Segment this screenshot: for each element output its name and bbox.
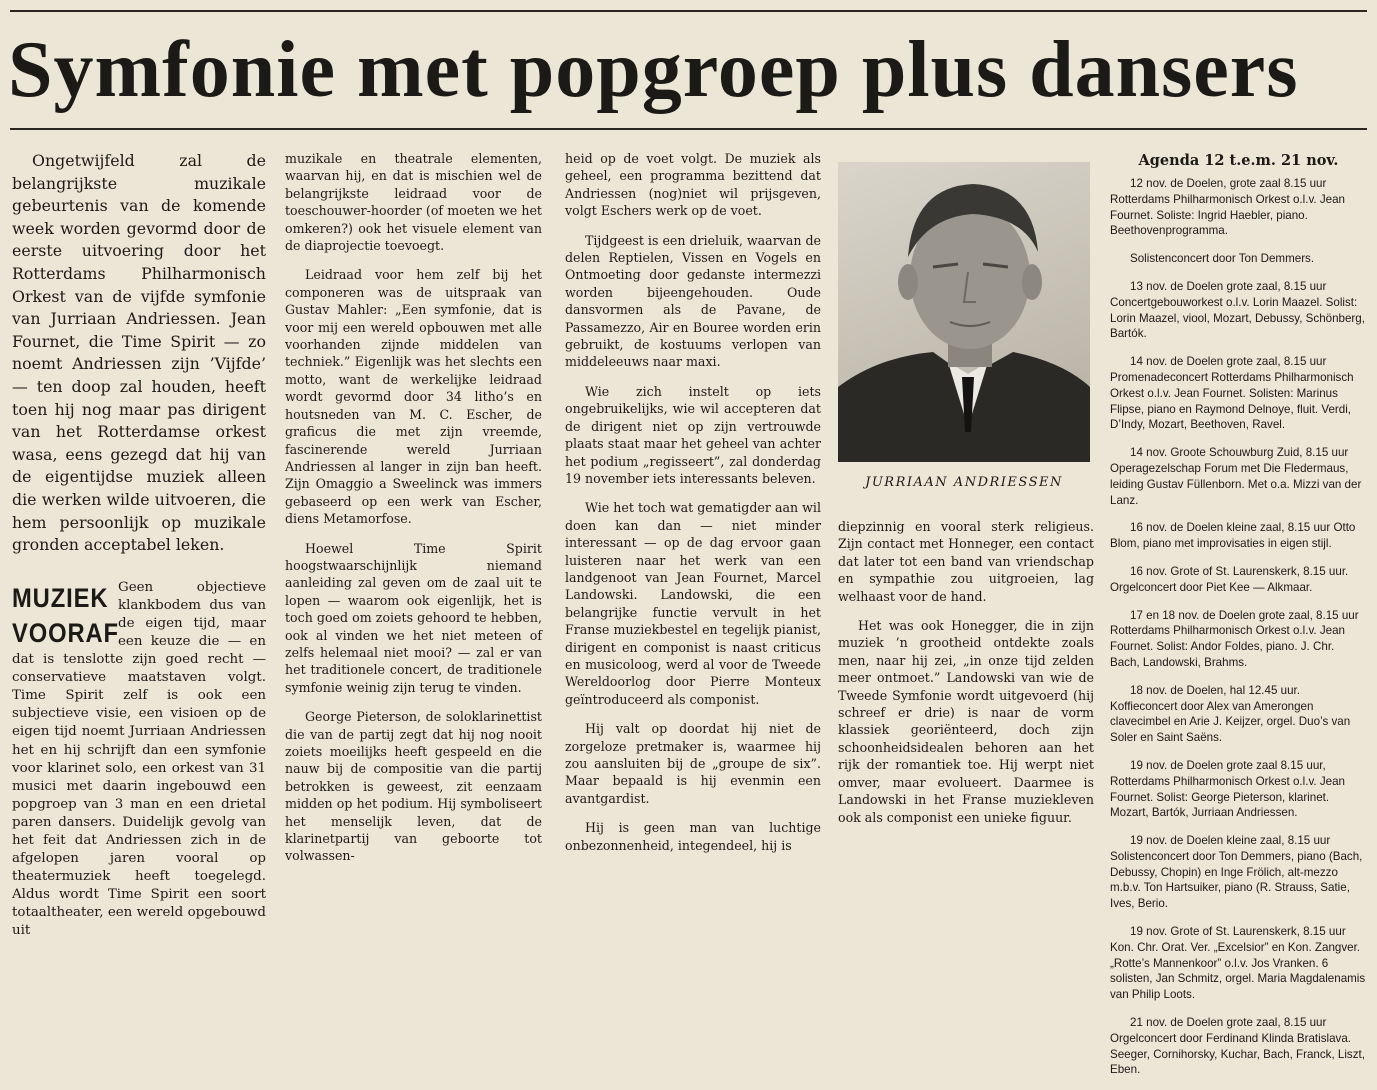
article-paragraph: Wie het toch wat gematigder aan wil doen kan dan — niet minder interessant — op de dag ervoor gaan luisteren naar het werk van een landgenoot van Jean Fournet, Marcel Landowski. Landowski, die een belangrijke functie vervult in het Franse muziekbestel en tegelijk pianist, dirigent en componist is naast criticus en musicoloog, werd al voor de Tweede Wereldoorlog door Pierre Monteux geïntroduceerd als componist. <box>565 500 821 707</box>
portrait-illustration <box>838 162 1090 462</box>
top-rule <box>10 10 1367 12</box>
article-paragraph: Tijdgeest is een drieluik, waarvan de delen Reptielen, Vissen en Vogels en Ontmoeting door gedanste intermezzi worden bijeengehouden. Oude dansvormen als de Pavane, de Passamezzo, Air en Bouree worden erin gebruikt, de kostuums verlopen van middeleeuws naar maxi. <box>565 232 821 370</box>
headline: Symfonie met popgroep plus dansers <box>8 26 1299 114</box>
agenda-item: 17 en 18 nov. de Doelen grote zaal, 8.15 uur Rotterdams Philharmonisch Orkest o.l.v. Jean Fournet. Solist: Andor Foldes, piano. J. Chr. Bach, Landowski, Brahms. <box>1110 608 1359 669</box>
article-paragraph: Hij valt op doordat hij niet de zorgeloze pretmaker is, waarmee hij zou aansluiten bij de „groupe de six”. Maar bepaald is hij evenmin een avantgardist. <box>565 721 821 806</box>
article-paragraph: diepzinnig en vooral sterk religieus. Zijn contact met Honneger, een contact dat later tot een band van vriendschap en sympathie zou uitgroeien, lag welhaast voor de hand. <box>838 519 1094 604</box>
article-paragraph: Geen objectieve klankbodem dus van de eigen tijd, maar een keuze die — en dat is tenslotte zijn goed recht — conservatieve maatstaven volgt. Time Spirit zelf is ook een subjectieve visie, een visioen op de eigen tijd noemt Jurriaan Andriessen het en hij schrijft dan een symfonie voor klarinet solo, een orkest van 31 musici met daarin ingebouwd een popgroep van 3 man en een drietal paren dansers. Duidelijk gevolg van het feit dat Andriessen zich in de afgelopen jaren vooral op theatermuziek heeft toegelegd. Aldus wordt Time Spirit een soort totaaltheater, een wereld opgebouwd uit <box>12 579 266 939</box>
agenda-item: 14 nov. de Doelen grote zaal, 8.15 uur Promenadeconcert Rotterdams Philharmonisch Orkest o.l.v. Jean Fournet. Solisten: Marinus Flipse, piano en Raymond Delnoye, fluit. Verdi, D’Indy, Mozart, Beethoven, Ravel. <box>1110 355 1354 432</box>
agenda-item: 19 nov. de Doelen grote zaal 8.15 uur, Rotterdams Philharmonisch Orkest o.l.v. Jean Fournet. Solist: George Pieterson, klarinet. Mozart, Bartók, Jurriaan Andriessen. <box>1110 758 1345 820</box>
agenda-item: 12 nov. de Doelen, grote zaal 8.15 uur Rotterdams Philharmonisch Orkest o.l.v. Jean Fournet. Soliste: Ingrid Haebler, piano. Beethovenprogramma. <box>1110 177 1345 238</box>
agenda-title: Agenda 12 t.e.m. 21 nov. <box>1138 152 1339 169</box>
lead-paragraph: Ongetwijfeld zal de belangrijkste muzikale gebeurtenis van de komende week worden gevormd door de eerste uitvoering door het Rotterdams Philharmonisch Orkest van de vijfde symfonie van Jurriaan Andriessen. Jean Fournet, die Time Spirit — zo noemt Andriessen zijn ’Vijfde’ — ten doop zal houden, heeft toen hij nog maar pas dirigent van het Rotterdamse orkest wasa, eens gezegd dat hij van de eigentijdse muziek alleen die werken wilde uitvoeren, die hem persoonlijk op muzikale gronden acceptabel leken. <box>12 151 266 555</box>
article-paragraph: George Pieterson, de soloklarinettist die van de partij zegt dat hij nog nooit zoiets moeilijks heeft gespeeld en die nauw bij de compositie van die partij betrokken is geweest, zit eenzaam midden op het podium. Hij symboliseert het menselijk leven, dat de klarinetpartij van geboorte tot volwassen- <box>285 709 542 864</box>
article-paragraph: Leidraad voor hem zelf bij het componeren was de uitspraak van Gustav Mahler: „Een symfonie, dat is voor mij een wereld opbouwen met alle voorhanden zijnde middelen van techniek.” Eigenlijk was het slechts een motto, want de werkelijke leidraad wordt gevormd door 34 litho’s en houtsneden van M. C. Escher, de graficus die met zijn vreemde, fascinerende wereld Jurriaan Andriessen al langer in zijn ban heeft. Zijn Omaggio a Sweelinck was immers gebaseerd op een werk van Escher, diens Metamorfose. <box>285 267 542 527</box>
column-1 <box>12 150 266 953</box>
article-paragraph: Hij is geen man van luchtige onbezonnenheid, integendeel, hij is <box>565 820 821 853</box>
kicker-line-1: MUZIEK <box>12 582 109 613</box>
photo-caption: JURRIAAN ANDRIESSEN <box>865 475 1063 490</box>
portrait-photo <box>838 162 1090 462</box>
article-paragraph: Hoewel Time Spirit hoogstwaarschijnlijk niemand aanleiding zal geven om de zaal uit te lopen — waarom ook eigenlijk, het is toch goed om zoiets gehoord te hebben, ook al vinden we het niet meteen of zelfs helemaal niet mooi? — zal er van het traditionele concert, de traditionele symfonie weinig zijn terug te vinden. <box>285 540 542 695</box>
agenda-column <box>1110 150 1367 1090</box>
agenda-item: 13 nov. de Doelen grote zaal, 8.15 uur Concertgebouworkest o.l.v. Lorin Maazel. Solist: Lorin Maazel, viool, Mozart, Debussy, Schönberg, Bartók. <box>1110 279 1365 341</box>
agenda-item: 18 nov. de Doelen, hal 12.45 uur. Koffieconcert door Alex van Amerongen clavecimbel en Arie J. Keijzer, orgel. Duo’s van Soler en Saint Saëns. <box>1110 683 1351 745</box>
agenda-item: 21 nov. de Doelen grote zaal, 8.15 uur Orgelconcert door Ferdinand Klinda Bratislava. Seeger, Cornihorsky, Kuchar, Bach, Franck, Liszt, Eben. <box>1110 1016 1365 1077</box>
agenda-item: 16 nov. de Doelen kleine zaal, 8.15 uur Otto Blom, piano met improvisaties in eigen stijl. <box>1110 521 1356 551</box>
agenda-item: 14 nov. Groote Schouwburg Zuid, 8.15 uur Operagezelschap Forum met Die Fledermaus, leiding Gustav Füllenborn. Met o.a. Mizzi van der Lanz. <box>1110 446 1362 507</box>
agenda-item: 19 nov. de Doelen kleine zaal, 8.15 uur Solistenconcert door Ton Demmers, piano (Bach, Debussy, Chopin) en Inge Frölich, alt-mezzo m.b.v. Ton Hartsuiker, piano (R. Strauss, Satie, Ives, Berio. <box>1110 834 1363 911</box>
agenda-item: 19 nov. Grote of St. Laurenskerk, 8.15 uur Kon. Chr. Orat. Ver. „Excelsior” en Kon. Zangver. „Rotte’s Mannenkoor” o.l.v. Jos Vranken. 6 solisten, Jan Schmitz, orgel. Maria Magdalenamis van Philip Loots. <box>1110 925 1366 1002</box>
column-2 <box>285 150 542 877</box>
agenda-item: Solistenconcert door Ton Demmers. <box>1130 252 1315 266</box>
column-4 <box>838 518 1094 838</box>
article-paragraph: Wie zich instelt op iets ongebruikelijks, wie wil accepteren dat de dirigent niet op zijn vertrouwde plaats staat maar het geheel van achter het podium „regisseert”, zal donderdag 19 november iets interessants beleven. <box>565 383 821 486</box>
column-3 <box>565 150 821 866</box>
article-paragraph: muzikale en theatrale elementen, waarvan hij, en dat is mischien wel de belangrijkste leidraad voor de toeschouwer-hoorder (of moeten we het omkeren?) ook het visuele element van de diaprojectie toevoegt. <box>285 151 542 254</box>
article-paragraph: Het was ook Honegger, die in zijn muziek ’n grootheid ontdekte zoals men, naar hij zei, „in onze tijd zelden meer ontmoet.” Landowski van wie de Tweede Symfonie wordt uitgevoerd (hij schreef er drie) is naar de vorm klassiek georiënteerd, doch zijn schoonheidsidealen behoren aan het rijk der romantiek toe. Hij werpt niet omver, maar evolueert. Daarmee is Landowski in het Franse muziekleven ook als componist een unieke figuur. <box>838 618 1094 825</box>
section-kicker <box>12 579 119 651</box>
agenda-item: 16 nov. Grote of St. Laurenskerk, 8.15 uur. Orgelconcert door Piet Kee — Alkmaar. <box>1110 564 1349 594</box>
article-paragraph: heid op de voet volgt. De muziek als geheel, een programma bezittend dat Andriessen (nog)niet wil prijsgeven, volgt Eschers werk op de voet. <box>565 151 821 219</box>
headline-rule <box>10 128 1367 130</box>
kicker-line-2: VOORAF <box>12 617 119 648</box>
